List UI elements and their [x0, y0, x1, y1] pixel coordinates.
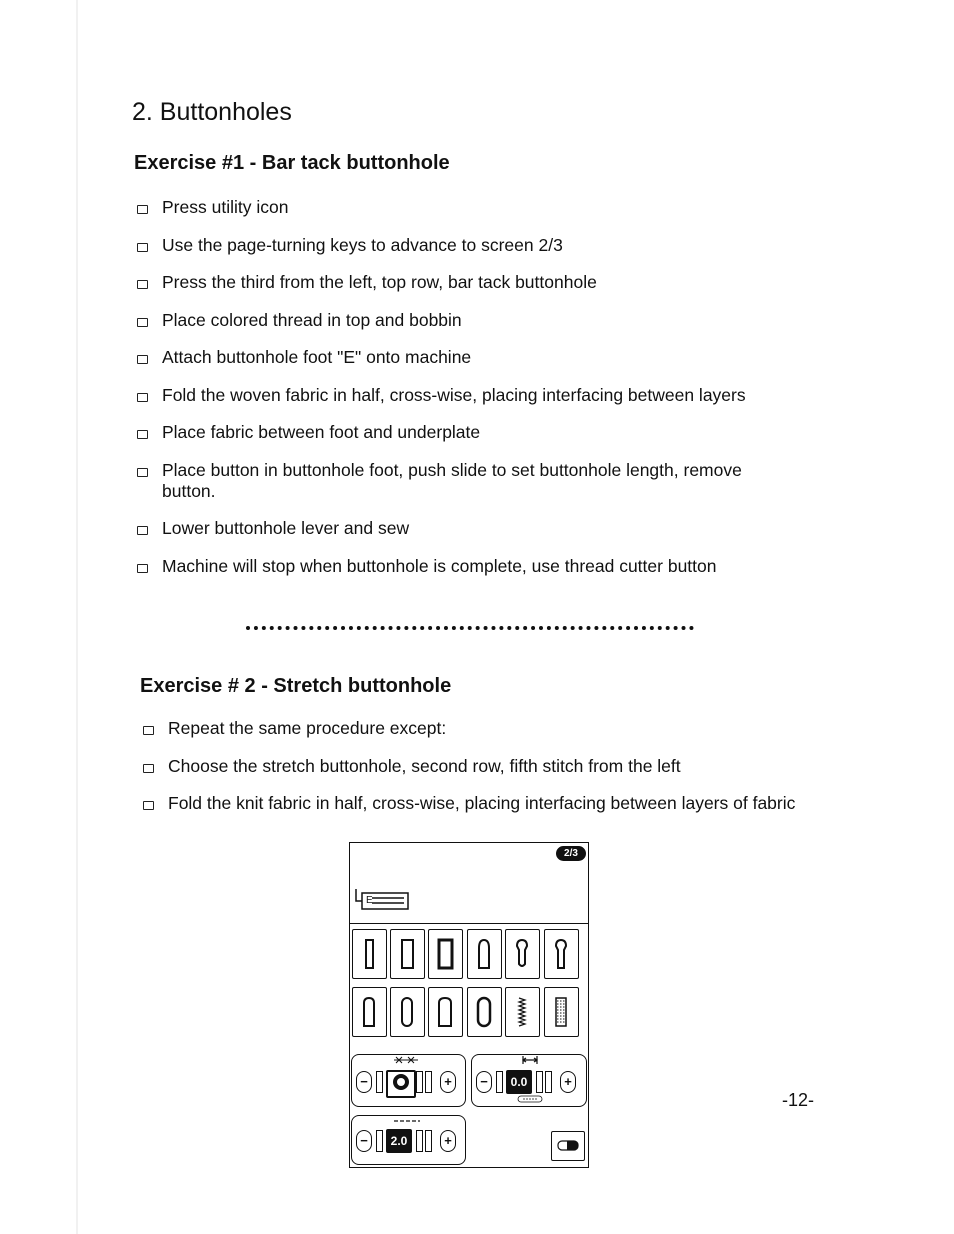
length-slider-segment — [416, 1130, 423, 1152]
position-slider-segment — [545, 1071, 552, 1093]
thread-cutter-icon — [552, 1132, 583, 1159]
list-item: Attach buttonhole foot "E" onto machine — [134, 347, 814, 368]
stitch-button-r1-2[interactable] — [390, 929, 425, 979]
page-indicator-button[interactable]: 2/3 — [556, 846, 586, 861]
width-slider-segment — [425, 1071, 432, 1093]
length-value-display: 2.0 — [386, 1129, 412, 1153]
position-slider-segment — [496, 1071, 503, 1093]
scan-edge — [76, 0, 78, 1234]
list-item: Fold the knit fabric in half, cross-wise, placing interfacing between layers of fabric — [140, 793, 818, 814]
list-item: Press utility icon — [134, 197, 814, 218]
list-item: Choose the stretch buttonhole, second row, fifth stitch from the left — [140, 756, 820, 777]
list-item: Place colored thread in top and bobbin — [134, 310, 814, 331]
stitch-button-r1-1[interactable] — [352, 929, 387, 979]
list-item: Machine will stop when buttonhole is complete, use thread cutter button — [134, 556, 814, 577]
list-item: Use the page-turning keys to advance to screen 2/3 — [134, 235, 814, 256]
section-title: 2. Buttonholes — [132, 98, 292, 126]
stitch-width-control — [351, 1054, 466, 1107]
stitch-position-icon — [520, 1055, 540, 1065]
stitch-width-icon — [392, 1055, 422, 1065]
stitch-button-r2-4[interactable] — [467, 987, 502, 1037]
exercise-1-title: Exercise #1 - Bar tack buttonhole — [134, 152, 450, 174]
length-minus-button[interactable]: − — [356, 1130, 372, 1152]
list-item: Repeat the same procedure except: — [140, 718, 820, 739]
stitch-button-r1-5[interactable] — [505, 929, 540, 979]
list-item: Lower buttonhole lever and sew — [134, 518, 814, 539]
length-slider-segment — [376, 1130, 383, 1152]
stitch-button-bar-tack[interactable] — [428, 929, 463, 979]
width-value-display — [386, 1070, 416, 1098]
length-plus-button[interactable]: + — [440, 1130, 456, 1152]
foot-letter: E — [366, 895, 373, 906]
thread-cutter-button[interactable] — [551, 1131, 585, 1161]
twin-needle-icon — [517, 1095, 543, 1103]
stitch-button-r1-6[interactable] — [544, 929, 579, 979]
width-slider-segment — [416, 1071, 423, 1093]
stitch-button-stretch[interactable] — [505, 987, 540, 1037]
exercise-1-steps — [134, 197, 814, 593]
stitch-length-control — [351, 1115, 466, 1165]
stitch-button-r2-1[interactable] — [352, 987, 387, 1037]
stitch-button-r2-2[interactable] — [390, 987, 425, 1037]
position-slider-segment — [536, 1071, 543, 1093]
dotted-divider — [246, 626, 694, 630]
exercise-2-title: Exercise # 2 - Stretch buttonhole — [140, 675, 452, 697]
width-plus-button[interactable]: + — [440, 1071, 456, 1093]
width-slider-segment — [376, 1071, 383, 1093]
screen-divider — [350, 923, 588, 924]
lcd-screen — [349, 842, 589, 1168]
stitch-button-r1-4[interactable] — [467, 929, 502, 979]
page-number: -12- — [782, 1090, 815, 1110]
stitch-button-r2-6[interactable] — [544, 987, 579, 1037]
position-plus-button[interactable]: + — [560, 1071, 576, 1093]
length-slider-segment — [425, 1130, 432, 1152]
list-item: Place button in buttonhole foot, push slide to set buttonhole length, remove button. — [134, 460, 762, 502]
buttonhole-foot-icon — [354, 887, 414, 918]
position-value-display: 0.0 — [506, 1070, 532, 1094]
stitch-length-icon — [392, 1118, 422, 1124]
stitch-button-r2-3[interactable] — [428, 987, 463, 1037]
list-item: Place fabric between foot and underplate — [134, 422, 814, 443]
exercise-2-steps — [140, 718, 820, 831]
position-minus-button[interactable]: − — [476, 1071, 492, 1093]
width-minus-button[interactable]: − — [356, 1071, 372, 1093]
stitch-position-control — [471, 1054, 587, 1107]
list-item: Fold the woven fabric in half, cross-wise, placing interfacing between layers — [134, 385, 772, 406]
list-item: Press the third from the left, top row, bar tack buttonhole — [134, 272, 814, 293]
